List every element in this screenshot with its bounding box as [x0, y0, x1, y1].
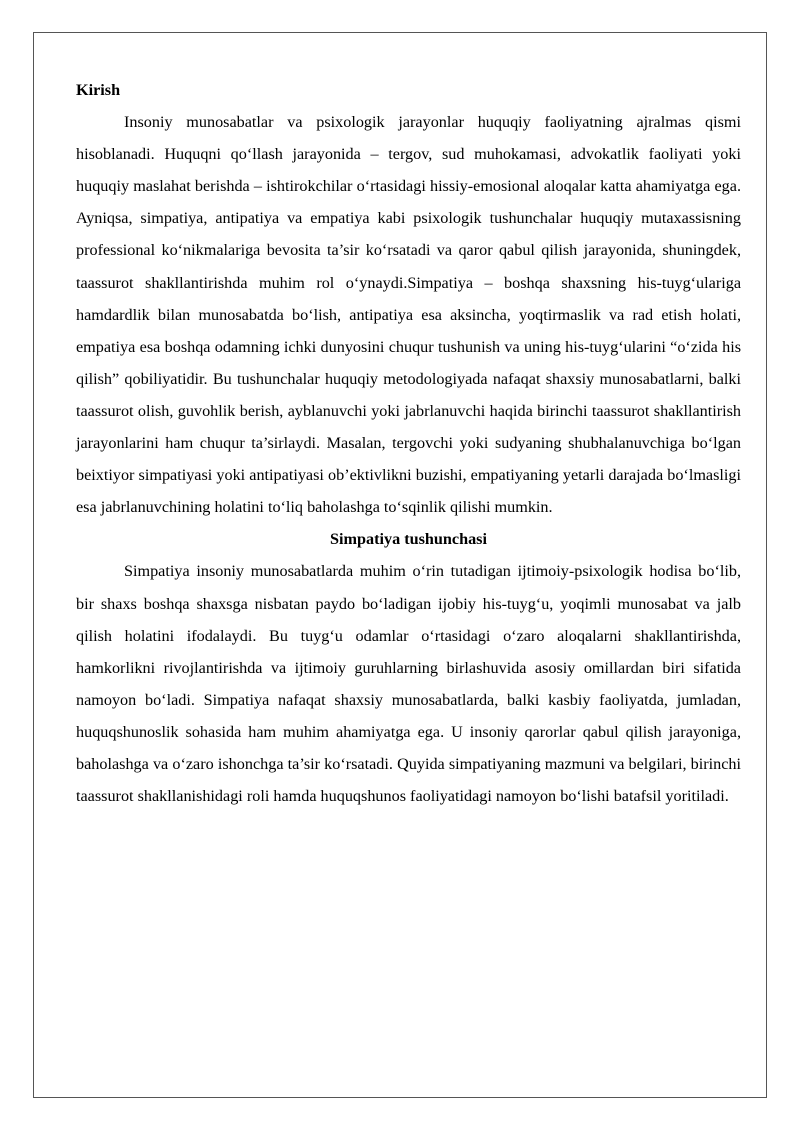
intro-paragraph: Insoniy munosabatlar va psixologik jarayonlar huquqiy faoliyatning ajralmas qismi hisoblanadi. Huquqni qo‘llash jarayonida – tergov, sud muhokamasi, advokatlik faoliyati yoki huquqiy maslahat berishda – ishtirokchilar o‘rtasidagi hissiy-emosional aloqalar katta ahamiyatga ega. Ayniqsa, simpatiya, antipatiya va empatiya kabi psixologik tushunchalar huquqiy mutaxassisning professional ko‘nikmalariga bevosita ta’sir ko‘rsatadi va qaror qabul qilish jarayonida, shuningdek, taassurot shakllantirishda muhim rol o‘ynaydi.Simpatiya – boshqa shaxsning his-tuyg‘ulariga hamdardlik bilan munosabatda bo‘lish, antipatiya esa aksincha, yoqtirmaslik va rad etish holati, empatiya esa boshqa odamning ichki dunyosini chuqur tushunish va uning his-tuyg‘ularini “o‘zida his qilish” qobiliyatidir. Bu tushunchalar huquqiy metodologiyada nafaqat shaxsiy munosabatlarni, balki taassurot olish, guvohlik berish, ayblanuvchi yoki jabrlanuvchi haqida birinchi taassurot shakllantirish jarayonlarini ham chuqur ta’sirlaydi. Masalan, tergovchi yoki sudyaning shubhalanuvchiga bo‘lgan beixtiyor simpatiyasi yoki antipatiyasi ob’ektivlikni buzishi, empatiyaning yetarli darajada bo‘lmasligi esa jabrlanuvchining holatini to‘liq baholashga to‘sqinlik qilishi mumkin.	[76, 113, 741, 517]
document-body	[76, 74, 741, 812]
section-paragraph: Simpatiya insoniy munosabatlarda muhim o‘rin tutadigan ijtimoiy-psixologik hodisa bo‘lib, bir shaxs boshqa shaxsga nisbatan paydo bo‘ladigan ijobiy his-tuyg‘u, yoqimli munosabat va jalb qilish holatini ifodalaydi. Bu tuyg‘u odamlar o‘rtasidagi o‘zaro aloqalarni shakllantirishda, hamkorlikni rivojlantirishda va ijtimoiy guruhlarning birlashuvida asosiy omillardan biri sifatida namoyon bo‘ladi. Simpatiya nafaqat shaxsiy munosabatlarda, balki kasbiy faoliyatda, jumladan, huquqshunoslik sohasida ham muhim ahamiyatga ega. U insoniy qarorlar qabul qilish jarayoniga, baholashga va o‘zaro ishonchga ta’sir ko‘rsatadi. Quyida simpatiyaning mazmuni va belgilari, birinchi taassurot shakllanishidagi roli hamda huquqshunos faoliyatidagi namoyon bo‘lishi batafsil yoritiladi.	[76, 562, 741, 806]
intro-heading: Kirish	[76, 81, 121, 99]
section-heading: Simpatiya tushunchasi	[330, 530, 487, 549]
